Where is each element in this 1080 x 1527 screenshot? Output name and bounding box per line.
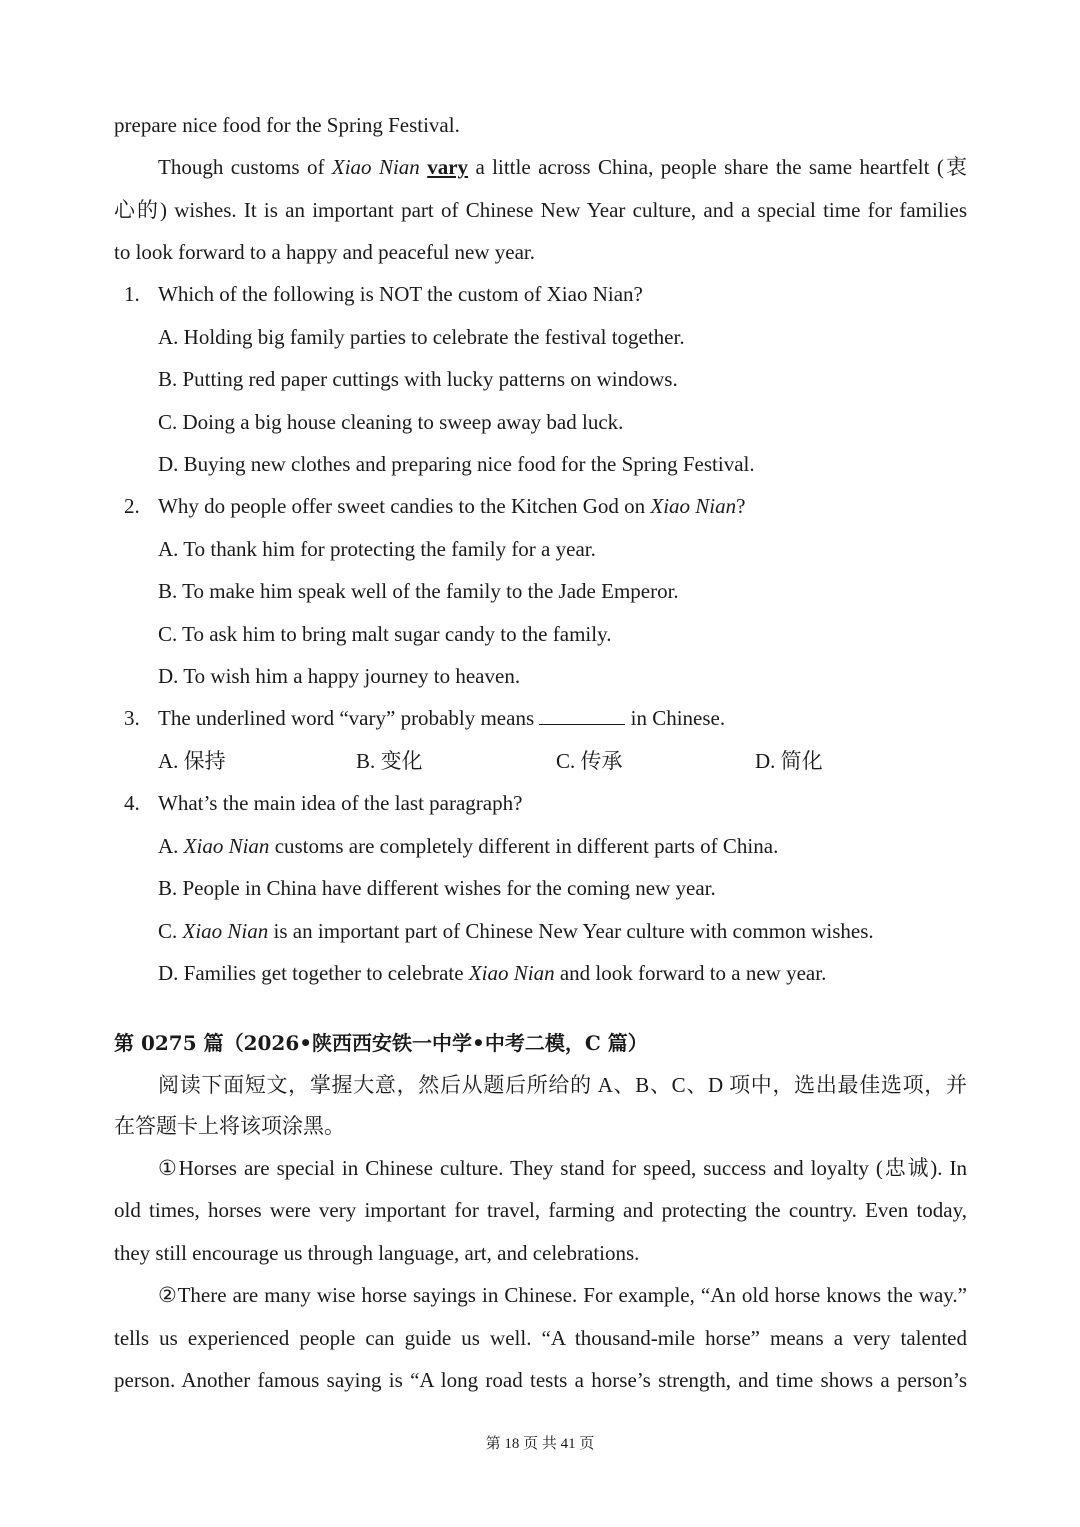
- option-b: B. Putting red paper cuttings with lucky patterns on windows.: [158, 367, 678, 391]
- instruction-line: 在答题卡上将该项涂黑。: [114, 1114, 345, 1138]
- question-stem: [158, 496, 745, 517]
- passage-line: person. Another famous saying is “A long road tests a horse’s strength, and time shows a person’s: [114, 1368, 967, 1392]
- text-run: 阅读下面短文，掌握大意，然后从题后所给的 A、B、C、D 项中，选出最佳选项，并: [158, 1073, 967, 1097]
- text-run: Why do people offer sweet candies to the Kitchen God on: [158, 494, 651, 518]
- passage-line: prepare nice food for the Spring Festival.: [114, 113, 460, 137]
- question-stem: What’s the main idea of the last paragraph?: [158, 791, 523, 815]
- text-run: Though customs of: [158, 155, 332, 179]
- page-footer: 第 18 页 共 41 页: [485, 1436, 595, 1452]
- option-a: A. 保持: [158, 749, 226, 773]
- italic-term: Xiao Nian: [182, 919, 269, 943]
- option-c: C. Doing a big house cleaning to sweep away bad luck.: [158, 410, 624, 434]
- question-stem: Which of the following is NOT the custom of Xiao Nian?: [158, 282, 643, 306]
- question-number: 2.: [124, 494, 140, 518]
- italic-term: Xiao Nian: [650, 494, 737, 518]
- passage-line: they still encourage us through language, art, and celebrations.: [114, 1241, 640, 1265]
- option-d: D. Buying new clothes and preparing nice food for the Spring Festival.: [158, 452, 755, 476]
- italic-term: Xiao Nian: [183, 834, 270, 858]
- passage-line: [114, 157, 967, 178]
- passage-line: old times, horses were very important for travel, farming and protecting the country. Even today,: [114, 1198, 967, 1222]
- instruction-line: [114, 1075, 967, 1096]
- option-c: [158, 921, 874, 942]
- underlined-word: vary: [427, 155, 469, 179]
- option-b: B. 变化: [356, 749, 423, 773]
- question-stem: [158, 708, 725, 729]
- option-c: C. To ask him to bring malt sugar candy to the family.: [158, 622, 612, 646]
- text-run: ①Horses are special in Chinese culture. They stand for speed, success and loyalty (忠诚). In: [158, 1156, 967, 1180]
- option-d: D. To wish him a happy journey to heaven.: [158, 664, 521, 688]
- option-a: [158, 836, 778, 857]
- passage-line: [114, 1158, 967, 1179]
- text-run: D. Families get together to celebrate: [158, 961, 469, 985]
- option-a: A. To thank him for protecting the family for a year.: [158, 537, 596, 561]
- passage-line: to look forward to a happy and peaceful new year.: [114, 240, 536, 264]
- text-run: The underlined word “vary” probably means: [158, 706, 540, 730]
- text-run: a little across China, people share the same heartfelt (衷: [468, 155, 967, 179]
- passage-line: tells us experienced people can guide us well. “A thousand-mile horse” means a very talented: [114, 1326, 967, 1350]
- option-a: A. Holding big family parties to celebrate the festival together.: [158, 325, 685, 349]
- text-run: customs are completely different in different parts of China.: [269, 834, 779, 858]
- option-b: B. To make him speak well of the family to the Jade Emperor.: [158, 579, 679, 603]
- answer-blank: [539, 708, 625, 725]
- text-run: ②There are many wise horse sayings in Chinese. For example, “An old horse knows the way.”: [158, 1283, 967, 1307]
- option-b: B. People in China have different wishes for the coming new year.: [158, 876, 716, 900]
- text-run: is an important part of Chinese New Year culture with common wishes.: [268, 919, 874, 943]
- text-run: ?: [736, 494, 746, 518]
- passage-line: [114, 1285, 967, 1306]
- question-number: 4.: [124, 791, 140, 815]
- option-d: D. 简化: [755, 749, 823, 773]
- passage-line: 心的) wishes. It is an important part of Chinese New Year culture, and a special time for families: [114, 198, 967, 222]
- text-run: A.: [158, 834, 184, 858]
- text-run: in Chinese.: [625, 706, 726, 730]
- question-number: 1.: [124, 282, 140, 306]
- italic-term: Xiao Nian: [468, 961, 555, 985]
- question-number: 3.: [124, 706, 140, 730]
- option-d: [158, 963, 826, 984]
- italic-term: Xiao Nian: [331, 155, 420, 179]
- option-c: C. 传承: [556, 749, 623, 773]
- text-run: and look forward to a new year.: [554, 961, 827, 985]
- text-run: C.: [158, 919, 183, 943]
- section-heading: 第 0275 篇（2026•陕西西安铁一中学•中考二模，C 篇）: [114, 1031, 648, 1055]
